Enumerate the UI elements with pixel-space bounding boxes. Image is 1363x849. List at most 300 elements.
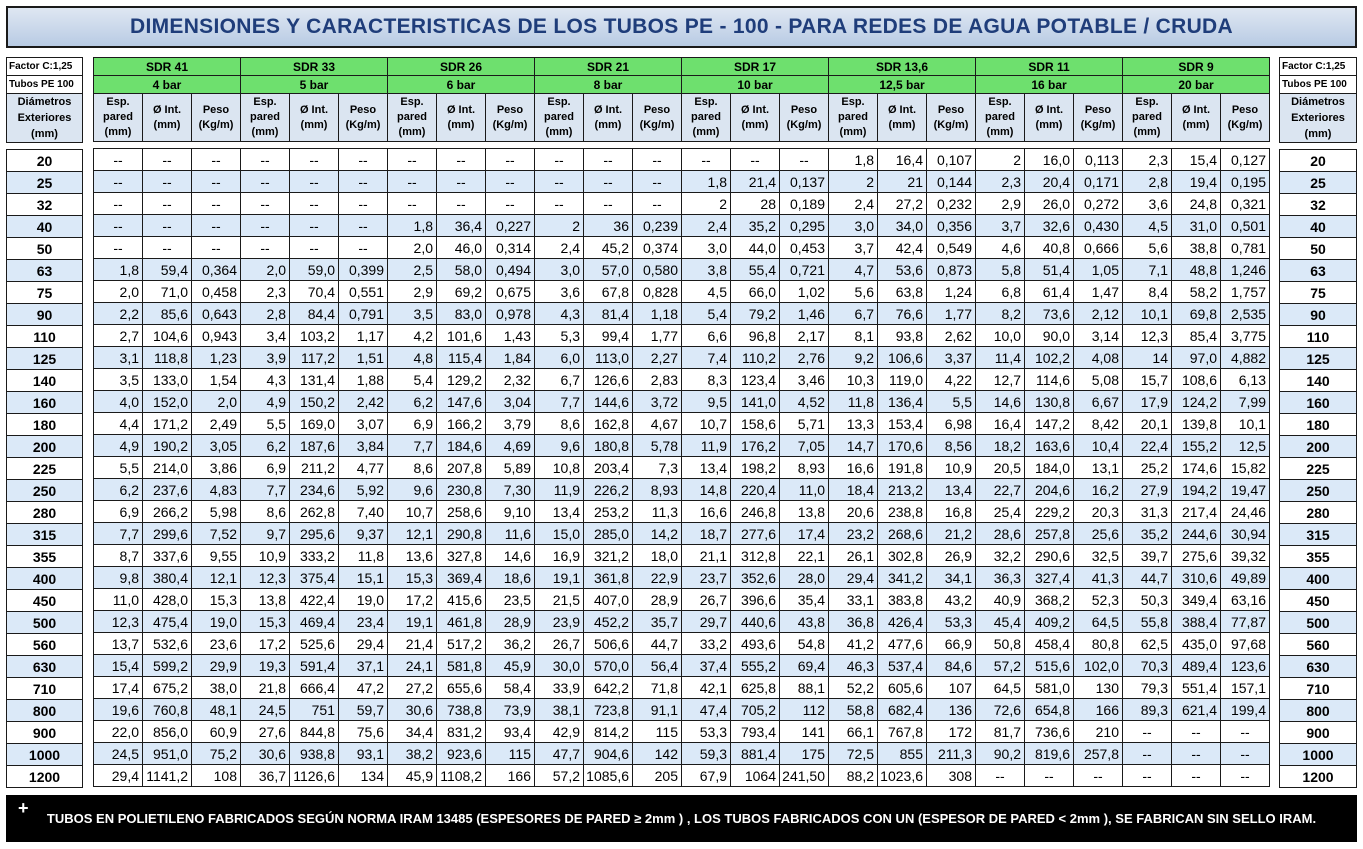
data-cell: 9,5 — [682, 391, 731, 413]
data-cell: 581,0 — [1025, 677, 1074, 699]
data-cell: 29,7 — [682, 611, 731, 633]
data-cell: 0,144 — [927, 171, 976, 193]
data-cell: 1,88 — [339, 369, 388, 391]
right-factor-label: Factor C:1,25 — [1280, 58, 1357, 76]
data-cell: 153,4 — [878, 413, 927, 435]
data-cell: 368,2 — [1025, 589, 1074, 611]
data-cell: 923,6 — [437, 743, 486, 765]
table-row — [1280, 612, 1357, 634]
data-cell: 234,6 — [290, 479, 339, 501]
data-cell: 9,7 — [241, 523, 290, 545]
data-cell: 17,2 — [388, 589, 437, 611]
inner-diameter-header: Ø Int. (mm) — [731, 94, 780, 142]
data-cell: 7,7 — [535, 391, 584, 413]
data-cell: 4,9 — [241, 391, 290, 413]
data-cell: 69,4 — [780, 655, 829, 677]
data-cell: 27,2 — [878, 193, 927, 215]
sdr-header: SDR 17 — [682, 58, 829, 76]
data-cell: 53,6 — [878, 259, 927, 281]
data-cell: 290,8 — [437, 523, 486, 545]
data-cell: -- — [1172, 743, 1221, 765]
data-cell: 8,6 — [241, 501, 290, 523]
data-cell: 581,8 — [437, 655, 486, 677]
data-cell: 525,6 — [290, 633, 339, 655]
data-cell: 85,4 — [1172, 325, 1221, 347]
footer-note — [6, 795, 1357, 842]
data-cell: 79,2 — [731, 303, 780, 325]
data-cell: 675,2 — [143, 677, 192, 699]
data-cell: 97,0 — [1172, 347, 1221, 369]
data-cell: 103,2 — [290, 325, 339, 347]
data-cell: 0,364 — [192, 259, 241, 281]
data-cell: 3,5 — [94, 369, 143, 391]
data-cell: 169,0 — [290, 413, 339, 435]
data-cell: 258,6 — [437, 501, 486, 523]
data-cell: 64,5 — [976, 677, 1025, 699]
data-cell: 682,4 — [878, 699, 927, 721]
data-cell: 16,2 — [1074, 479, 1123, 501]
data-cell: 36,2 — [486, 633, 535, 655]
data-cell: 475,4 — [143, 611, 192, 633]
table-row — [7, 150, 83, 172]
data-cell: 30,0 — [535, 655, 584, 677]
data-cell: 24,5 — [241, 699, 290, 721]
data-cell: 59,3 — [682, 743, 731, 765]
data-cell: 41,2 — [829, 633, 878, 655]
data-cell: 6,8 — [976, 281, 1025, 303]
data-cell: 139,8 — [1172, 413, 1221, 435]
left-diameter-cell: 32 — [7, 194, 83, 216]
data-cell: 2,27 — [633, 347, 682, 369]
data-cell: 8,93 — [633, 479, 682, 501]
data-cell: 18,6 — [486, 567, 535, 589]
sdr-header: SDR 9 — [1123, 58, 1270, 76]
data-cell: 1108,2 — [437, 765, 486, 787]
data-cell: 477,6 — [878, 633, 927, 655]
data-cell: 266,2 — [143, 501, 192, 523]
data-cell: 66,0 — [731, 281, 780, 303]
data-cell: 28,6 — [976, 523, 1025, 545]
table-row — [7, 414, 83, 436]
data-cell: -- — [94, 171, 143, 193]
data-cell: 119,0 — [878, 369, 927, 391]
data-cell: 23,7 — [682, 567, 731, 589]
data-cell: 388,4 — [1172, 611, 1221, 633]
data-cell: 124,2 — [1172, 391, 1221, 413]
data-cell: 290,6 — [1025, 545, 1074, 567]
data-cell: 3,79 — [486, 413, 535, 435]
data-cell: 12,3 — [241, 567, 290, 589]
data-cell: 20,1 — [1123, 413, 1172, 435]
data-cell: 7,7 — [388, 435, 437, 457]
left-diameter-cell: 20 — [7, 150, 83, 172]
data-cell: -- — [437, 149, 486, 171]
data-cell: 22,4 — [1123, 435, 1172, 457]
data-cell: 253,2 — [584, 501, 633, 523]
left-diameter-cell: 110 — [7, 326, 83, 348]
data-cell: 1,02 — [780, 281, 829, 303]
wall-thickness-header: Esp. pared (mm) — [241, 94, 290, 142]
data-cell: -- — [241, 215, 290, 237]
data-cell: -- — [339, 149, 388, 171]
data-cell: 19,0 — [339, 589, 388, 611]
data-cell: -- — [241, 193, 290, 215]
weight-header: Peso (Kg/m) — [633, 94, 682, 142]
left-diameter-cell: 160 — [7, 392, 83, 414]
data-cell: -- — [633, 171, 682, 193]
data-cell: -- — [584, 171, 633, 193]
data-cell: 0,643 — [192, 303, 241, 325]
data-cell: -- — [1221, 721, 1270, 743]
data-cell: 0,828 — [633, 281, 682, 303]
data-cell: 22,0 — [94, 721, 143, 743]
data-cell: 12,5 — [1221, 435, 1270, 457]
right-diameter-cell: 250 — [1280, 480, 1357, 502]
data-cell: 23,2 — [829, 523, 878, 545]
data-cell: 599,2 — [143, 655, 192, 677]
data-cell: 396,6 — [731, 589, 780, 611]
left-diameter-cell: 710 — [7, 678, 83, 700]
data-cell: 171,2 — [143, 413, 192, 435]
data-cell: 1,43 — [486, 325, 535, 347]
data-cell: 24,46 — [1221, 501, 1270, 523]
data-cell: 0,666 — [1074, 237, 1123, 259]
data-cell: 3,0 — [535, 259, 584, 281]
data-cell: -- — [1074, 765, 1123, 787]
data-cell: 0,943 — [192, 325, 241, 347]
data-cell: 81,7 — [976, 721, 1025, 743]
table-row — [7, 766, 83, 788]
data-cell: 302,8 — [878, 545, 927, 567]
data-cell: 4,8 — [388, 347, 437, 369]
table-row — [1280, 216, 1357, 238]
left-diameter-cell: 500 — [7, 612, 83, 634]
data-cell: 0,113 — [1074, 149, 1123, 171]
right-diameter-cell: 125 — [1280, 348, 1357, 370]
data-cell: -- — [339, 193, 388, 215]
data-cell: 8,7 — [94, 545, 143, 567]
data-cell: 21,2 — [927, 523, 976, 545]
left-diameter-cell: 630 — [7, 656, 83, 678]
data-cell: 18,7 — [682, 523, 731, 545]
data-cell: 102,0 — [1074, 655, 1123, 677]
data-cell: 34,0 — [878, 215, 927, 237]
data-cell: 5,08 — [1074, 369, 1123, 391]
data-cell: 40,8 — [1025, 237, 1074, 259]
wall-thickness-header: Esp. pared (mm) — [682, 94, 731, 142]
table-row — [94, 391, 1270, 413]
data-cell: 91,1 — [633, 699, 682, 721]
left-diameter-cell: 200 — [7, 436, 83, 458]
data-cell: 2,7 — [94, 325, 143, 347]
data-cell: 881,4 — [731, 743, 780, 765]
data-cell: 19,3 — [241, 655, 290, 677]
data-cell: 144,6 — [584, 391, 633, 413]
table-row — [7, 700, 83, 722]
data-cell: 9,6 — [388, 479, 437, 501]
data-cell: 723,8 — [584, 699, 633, 721]
data-cell: 0,356 — [927, 215, 976, 237]
data-cell: 20,3 — [1074, 501, 1123, 523]
data-cell: 1,17 — [339, 325, 388, 347]
data-cell: 0,551 — [339, 281, 388, 303]
data-cell: 2,535 — [1221, 303, 1270, 325]
data-cell: 90,0 — [1025, 325, 1074, 347]
wall-thickness-header: Esp. pared (mm) — [1123, 94, 1172, 142]
data-cell: 229,2 — [1025, 501, 1074, 523]
data-cell: 0,978 — [486, 303, 535, 325]
data-cell: 77,87 — [1221, 611, 1270, 633]
table-row — [7, 370, 83, 392]
data-cell: 33,2 — [682, 633, 731, 655]
data-cell: 11,6 — [486, 523, 535, 545]
data-cell: -- — [388, 193, 437, 215]
left-factor-label: Factor C:1,25 — [7, 58, 83, 76]
table-row — [94, 699, 1270, 721]
data-cell: 0,232 — [927, 193, 976, 215]
data-cell: 24,8 — [1172, 193, 1221, 215]
right-diameter-cell: 500 — [1280, 612, 1357, 634]
data-cell: 13,1 — [1074, 457, 1123, 479]
data-cell: 39,32 — [1221, 545, 1270, 567]
data-cell: 2,9 — [976, 193, 1025, 215]
data-cell: 73,9 — [486, 699, 535, 721]
data-cell: 13,4 — [927, 479, 976, 501]
data-cell: 4,6 — [976, 237, 1025, 259]
data-cell: 4,3 — [535, 303, 584, 325]
data-cell: 43,8 — [780, 611, 829, 633]
data-cell: 275,6 — [1172, 545, 1221, 567]
weight-header: Peso (Kg/m) — [339, 94, 388, 142]
data-cell: 29,4 — [829, 567, 878, 589]
data-cell: 2,0 — [388, 237, 437, 259]
data-cell: 13,7 — [94, 633, 143, 655]
data-cell: 2,49 — [192, 413, 241, 435]
table-row — [1280, 304, 1357, 326]
plus-icon: + — [18, 798, 29, 818]
right-tubos-label: Tubos PE 100 — [1280, 76, 1357, 94]
table-row — [94, 611, 1270, 633]
data-cell: 4,83 — [192, 479, 241, 501]
data-cell: 11,0 — [94, 589, 143, 611]
table-row — [94, 237, 1270, 259]
data-cell: 163,6 — [1025, 435, 1074, 457]
data-cell: 83,0 — [437, 303, 486, 325]
data-cell: 113,0 — [584, 347, 633, 369]
data-cell: 4,69 — [486, 435, 535, 457]
data-cell: 52,3 — [1074, 589, 1123, 611]
data-cell: 1,77 — [633, 325, 682, 347]
data-cell: 14,6 — [976, 391, 1025, 413]
data-cell: 6,0 — [535, 347, 584, 369]
data-cell: 66,9 — [927, 633, 976, 655]
data-cell: 29,4 — [339, 633, 388, 655]
data-cell: 45,2 — [584, 237, 633, 259]
data-cell: 452,2 — [584, 611, 633, 633]
data-cell: 190,2 — [143, 435, 192, 457]
table-row — [7, 282, 83, 304]
table-row — [1280, 502, 1357, 524]
pressure-header: 5 bar — [241, 76, 388, 94]
data-cell: 28 — [731, 193, 780, 215]
data-cell: 60,9 — [192, 721, 241, 743]
data-cell: 9,55 — [192, 545, 241, 567]
data-cell: 112 — [780, 699, 829, 721]
table-row — [1280, 194, 1357, 216]
data-cell: 1085,6 — [584, 765, 633, 787]
data-cell: -- — [633, 193, 682, 215]
data-cell: 28,0 — [780, 567, 829, 589]
footer-text: TUBOS EN POLIETILENO FABRICADOS SEGÚN NORMA IRAM 13485 (ESPESORES DE PARED ≥ 2mm ) , LOS TUBOS FABRICADOS CON UN (ESPESOR DE PARED < 2mm ), SE FABRICAN SIN SELLO IRAM. — [46, 811, 1317, 826]
data-cell: 129,2 — [437, 369, 486, 391]
table-row — [7, 348, 83, 370]
data-cell: 175 — [780, 743, 829, 765]
data-cell: 108 — [192, 765, 241, 787]
data-cell: 8,42 — [1074, 413, 1123, 435]
table-row — [1280, 458, 1357, 480]
data-cell: 131,4 — [290, 369, 339, 391]
data-cell: 1,757 — [1221, 281, 1270, 303]
data-cell: 238,8 — [878, 501, 927, 523]
table-row — [7, 392, 83, 414]
data-cell: 90,2 — [976, 743, 1025, 765]
data-cell: 0,873 — [927, 259, 976, 281]
data-cell: -- — [143, 237, 192, 259]
data-cell: -- — [437, 193, 486, 215]
data-cell: 3,8 — [682, 259, 731, 281]
data-cell: 207,8 — [437, 457, 486, 479]
data-cell: 537,4 — [878, 655, 927, 677]
data-cell: 66,1 — [829, 721, 878, 743]
data-cell: 5,78 — [633, 435, 682, 457]
table-row — [1280, 700, 1357, 722]
data-cell: 58,2 — [1172, 281, 1221, 303]
data-cell: 0,501 — [1221, 215, 1270, 237]
data-cell: 310,6 — [1172, 567, 1221, 589]
data-cell: 1141,2 — [143, 765, 192, 787]
data-cell: 327,4 — [1025, 567, 1074, 589]
data-cell: 3,6 — [1123, 193, 1172, 215]
data-cell: 337,6 — [143, 545, 192, 567]
data-cell: 23,5 — [486, 589, 535, 611]
data-cell: 819,6 — [1025, 743, 1074, 765]
data-cell: 299,6 — [143, 523, 192, 545]
wall-thickness-header: Esp. pared (mm) — [829, 94, 878, 142]
data-cell: 6,9 — [94, 501, 143, 523]
data-cell: 73,6 — [1025, 303, 1074, 325]
right-diameter-cell: 25 — [1280, 172, 1357, 194]
table-row — [1280, 590, 1357, 612]
data-cell: 22,1 — [780, 545, 829, 567]
data-cell: -- — [192, 171, 241, 193]
table-row — [94, 743, 1270, 765]
data-cell: 17,4 — [780, 523, 829, 545]
data-cell: 2,32 — [486, 369, 535, 391]
data-cell: 191,8 — [878, 457, 927, 479]
data-cell: 4,2 — [388, 325, 437, 347]
data-cell: 53,3 — [682, 721, 731, 743]
data-cell: 2,12 — [1074, 303, 1123, 325]
inner-diameter-header: Ø Int. (mm) — [1172, 94, 1221, 142]
data-cell: 172 — [927, 721, 976, 743]
data-cell: 268,6 — [878, 523, 927, 545]
left-diameter-cell: 25 — [7, 172, 83, 194]
data-cell: 428,0 — [143, 589, 192, 611]
data-cell: 0,549 — [927, 237, 976, 259]
inner-diameter-header: Ø Int. (mm) — [878, 94, 927, 142]
wall-thickness-header: Esp. pared (mm) — [388, 94, 437, 142]
data-cell: 16,4 — [878, 149, 927, 171]
data-cell: 3,0 — [682, 237, 731, 259]
data-cell: 187,6 — [290, 435, 339, 457]
data-cell: 30,6 — [388, 699, 437, 721]
data-cell: 625,8 — [731, 677, 780, 699]
table-row — [1280, 634, 1357, 656]
right-diam-header: Diámetros Exteriores (mm) — [1280, 94, 1357, 143]
table-row — [94, 149, 1270, 171]
data-cell: 7,99 — [1221, 391, 1270, 413]
left-diameter-cell: 355 — [7, 546, 83, 568]
table-row — [7, 678, 83, 700]
data-cell: 14,7 — [829, 435, 878, 457]
data-cell: 2,17 — [780, 325, 829, 347]
data-cell: 4,67 — [633, 413, 682, 435]
data-cell: 6,7 — [829, 303, 878, 325]
data-cell: 517,2 — [437, 633, 486, 655]
data-cell: -- — [1221, 765, 1270, 787]
table-row — [1280, 436, 1357, 458]
right-diameter-cell: 225 — [1280, 458, 1357, 480]
table-row — [1280, 326, 1357, 348]
left-diam-header: Diámetros Exteriores (mm) — [7, 94, 83, 143]
data-cell: 8,6 — [535, 413, 584, 435]
data-cell: 760,8 — [143, 699, 192, 721]
left-diameter-cell: 450 — [7, 590, 83, 612]
sdr-header: SDR 11 — [976, 58, 1123, 76]
data-cell: 45,9 — [388, 765, 437, 787]
table-row — [1280, 348, 1357, 370]
data-cell: 49,89 — [1221, 567, 1270, 589]
data-cell: 277,6 — [731, 523, 780, 545]
data-cell: 7,52 — [192, 523, 241, 545]
data-cell: -- — [535, 149, 584, 171]
data-cell: -- — [192, 215, 241, 237]
data-cell: -- — [94, 149, 143, 171]
data-cell: 13,3 — [829, 413, 878, 435]
pressure-header: 6 bar — [388, 76, 535, 94]
data-cell: 115 — [633, 721, 682, 743]
data-cell: -- — [290, 149, 339, 171]
table-row — [1280, 546, 1357, 568]
data-cell: 10,4 — [1074, 435, 1123, 457]
data-cell: 58,4 — [486, 677, 535, 699]
data-cell: -- — [241, 237, 290, 259]
data-cell: 115,4 — [437, 347, 486, 369]
data-cell: 6,13 — [1221, 369, 1270, 391]
data-cell: 2,2 — [94, 303, 143, 325]
data-cell: 52,2 — [829, 677, 878, 699]
data-cell: 5,8 — [976, 259, 1025, 281]
data-cell: 44,7 — [1123, 567, 1172, 589]
data-cell: 17,9 — [1123, 391, 1172, 413]
data-cell: 147,6 — [437, 391, 486, 413]
weight-header: Peso (Kg/m) — [1074, 94, 1123, 142]
sdr-header: SDR 26 — [388, 58, 535, 76]
data-cell: -- — [192, 149, 241, 171]
data-cell: 458,4 — [1025, 633, 1074, 655]
data-cell: 123,6 — [1221, 655, 1270, 677]
data-cell: -- — [339, 215, 388, 237]
